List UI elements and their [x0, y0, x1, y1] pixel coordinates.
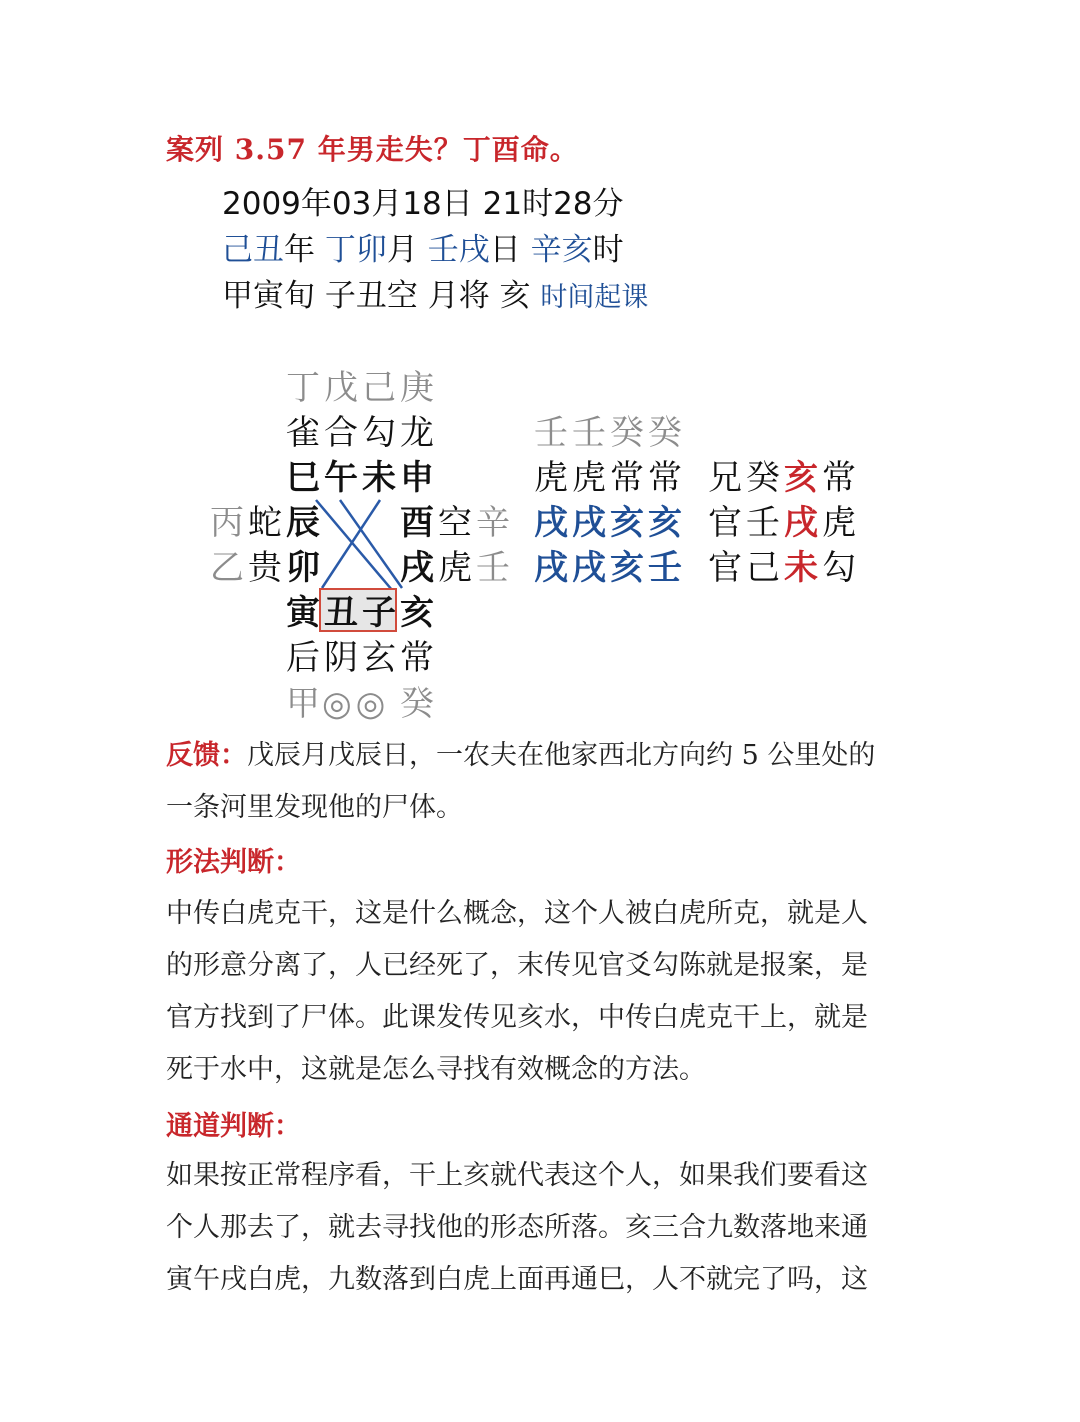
xingfa-line: 中传白虎克干，这是什么概念，这个人被白虎所克，就是人 [166, 898, 868, 929]
case-title: 案列 3.57 年男走失？丁酉命。 [166, 133, 579, 166]
sanchuan-relation: 兄 [708, 458, 746, 498]
pan-right-stem-1: 辛 [476, 503, 510, 543]
sike-stems: 壬壬癸癸 [534, 413, 686, 453]
pan-left-god-1: 蛇 [248, 503, 282, 543]
pan-top-gods: 雀合勾龙 [286, 413, 438, 453]
sanchuan-initial [708, 458, 860, 498]
sanchuan-stem: 癸 [746, 458, 784, 498]
sanchuan-middle [708, 503, 860, 543]
sike-gods: 虎虎常常 [534, 458, 686, 498]
sanchuan-branch: 未 [784, 548, 822, 588]
pan-right-branch-2: 戌 [400, 548, 434, 588]
method-label: 时间起课 [540, 282, 649, 313]
sanchuan-god: 虎 [822, 503, 860, 543]
pan-left-stem-2: 乙 [210, 548, 244, 588]
hour-pillar: 辛亥 [530, 232, 593, 268]
line-chen-to-zi [316, 500, 392, 590]
sanchuan-final [708, 548, 860, 588]
xingfa-line: 官方找到了尸体。此课发传见亥水，中传白虎克干上，就是 [166, 1002, 868, 1033]
month-pillar: 丁卯 [324, 232, 387, 268]
xun-kong-text: 甲寅旬 子丑空 月将 亥 [222, 278, 531, 314]
sanchuan-god: 勾 [822, 548, 860, 588]
sike-upper-row: 戌戌亥亥 [534, 503, 686, 543]
day-suffix: 日 [489, 232, 521, 268]
sanchuan-god: 常 [822, 458, 860, 498]
pan-bottom-stem-right: 癸 [400, 684, 434, 724]
feedback-line-2: 一条河里发现他的尸体。 [166, 792, 463, 823]
pan-bottom-gods: 后阴玄常 [286, 638, 438, 678]
tongdao-line: 寅午戌白虎，九数落到白虎上面再通巳，人不就完了吗，这 [166, 1264, 868, 1295]
pan-right-god-1: 空 [438, 503, 472, 543]
hour-suffix: 时 [592, 232, 624, 268]
pan-left-stem-1: 丙 [210, 503, 244, 543]
pan-bottom-stem-left: 甲 [286, 684, 320, 724]
feedback-line-1 [166, 730, 926, 782]
pan-right-god-2: 虎 [438, 548, 472, 588]
pan-top-stems: 丁戊己庚 [286, 368, 438, 408]
xingfa-heading: 形法判断： [166, 847, 301, 878]
tongdao-line: 如果按正常程序看，干上亥就代表这个人，如果我们要看这 [166, 1160, 868, 1191]
xingfa-line: 死于水中，这就是怎么寻找有效概念的方法。 [166, 1054, 706, 1085]
pan-bottom-void-branches: 丑子 [324, 593, 400, 633]
sanchuan-relation: 官 [708, 548, 746, 588]
year-pillar: 己丑 [222, 232, 284, 268]
sanchuan-branch: 亥 [784, 458, 822, 498]
sike-lower-row: 戌戌亥壬 [534, 548, 686, 588]
pan-left-god-2: 贵 [248, 548, 282, 588]
feedback-label: 反馈： [166, 740, 247, 771]
pan-left-branch-2: 卯 [286, 548, 320, 588]
day-pillar: 壬戌 [427, 232, 490, 268]
year-suffix: 年 [284, 232, 315, 268]
pan-bottom-right-branch: 亥 [400, 593, 434, 633]
sanchuan-stem: 己 [746, 548, 784, 588]
feedback-text: 戊辰月戊辰日，一农夫在他家西北方向约 5 公里处的 [247, 740, 876, 771]
month-suffix: 月 [386, 232, 418, 268]
pan-bottom-left-branch: 寅 [286, 593, 320, 633]
pan-bottom-circles: ◎◎ [322, 684, 390, 724]
sanchuan-relation: 官 [708, 503, 746, 543]
tongdao-line: 个人那去了，就去寻找他的形态所落。亥三合九数落地来通 [166, 1212, 868, 1243]
chart-date: 2009年03月18日 21时28分 [222, 186, 624, 222]
pan-top-branches: 巳午未申 [286, 458, 438, 498]
tongdao-heading: 通道判断： [166, 1111, 301, 1142]
sanchuan-stem: 壬 [746, 503, 784, 543]
pan-left-branch-1: 辰 [286, 503, 320, 543]
pan-right-stem-2: 壬 [476, 548, 510, 588]
sanchuan-branch: 戌 [784, 503, 822, 543]
pan-right-branch-1: 酉 [400, 503, 434, 543]
xingfa-line: 的形意分离了，人已经死了，末传见官爻勾陈就是报案，是 [166, 950, 868, 981]
